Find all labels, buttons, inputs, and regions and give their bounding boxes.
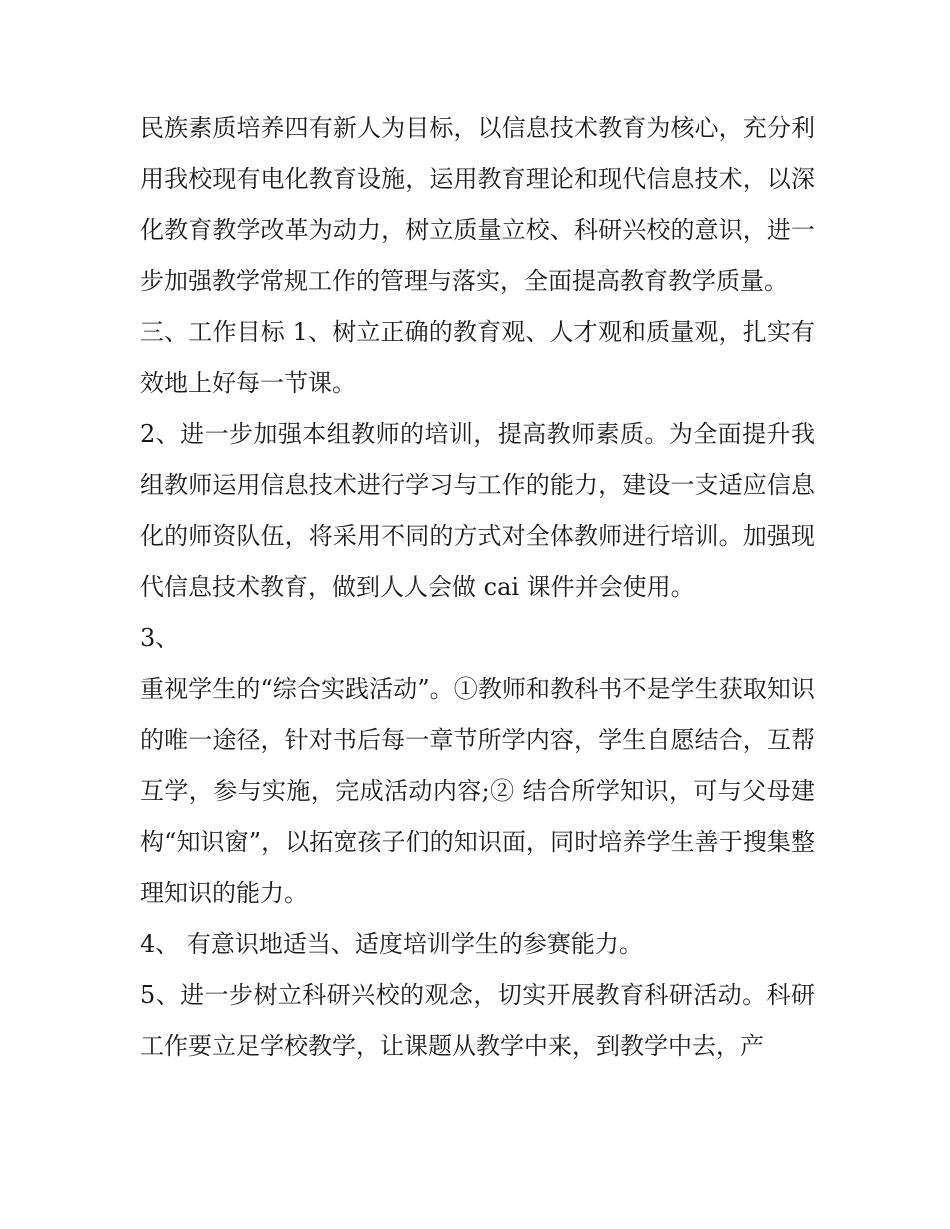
document-body bbox=[140, 103, 815, 1072]
paragraph-work-goal-3: 重视学生的“综合实践活动”。①教师和教科书不是学生获取知识的唯一途径，针对书后每一章节所学内容，学生自愿结合，互帮互学，参与实施，完成活动内容;② 结合所学知识，可与父母建构“知识窗”，以拓宽孩子们的知识面，同时培养学生善于搜集整理知识的能力。 bbox=[140, 675, 815, 907]
paragraph-work-goal-5: 5、进一步树立科研兴校的观念，切实开展教育科研活动。科研工作要立足学校教学，让课题从教学中来，到教学中去，产 bbox=[140, 981, 815, 1060]
paragraph-work-goal-3-number: 3、 bbox=[140, 624, 180, 652]
paragraph-work-goal-1: 三、工作目标 1、树立正确的教育观、人才观和质量观，扎实有效地上好每一节课。 bbox=[140, 318, 815, 397]
paragraph-work-goal-2: 2、进一步加强本组教师的培训，提高教师素质。为全面提升我组教师运用信息技术进行学习与工作的能力，建设一支适应信息化的师资队伍，将采用不同的方式对全体教师进行培训。加强现代信息技术教育，做到人人会做 cai 课件并会使用。 bbox=[140, 420, 815, 601]
paragraph-work-goal-4: 4、 有意识地适当、适度培训学生的参赛能力。 bbox=[140, 930, 643, 958]
paragraph-goal-intro: 民族素质培养四有新人为目标，以信息技术教育为核心，充分利用我校现有电化教育设施，运用教育理论和现代信息技术，以深化教育教学改革为动力，树立质量立校、科研兴校的意识，进一步加强教学常规工作的管理与落实，全面提高教育教学质量。 bbox=[140, 114, 815, 295]
